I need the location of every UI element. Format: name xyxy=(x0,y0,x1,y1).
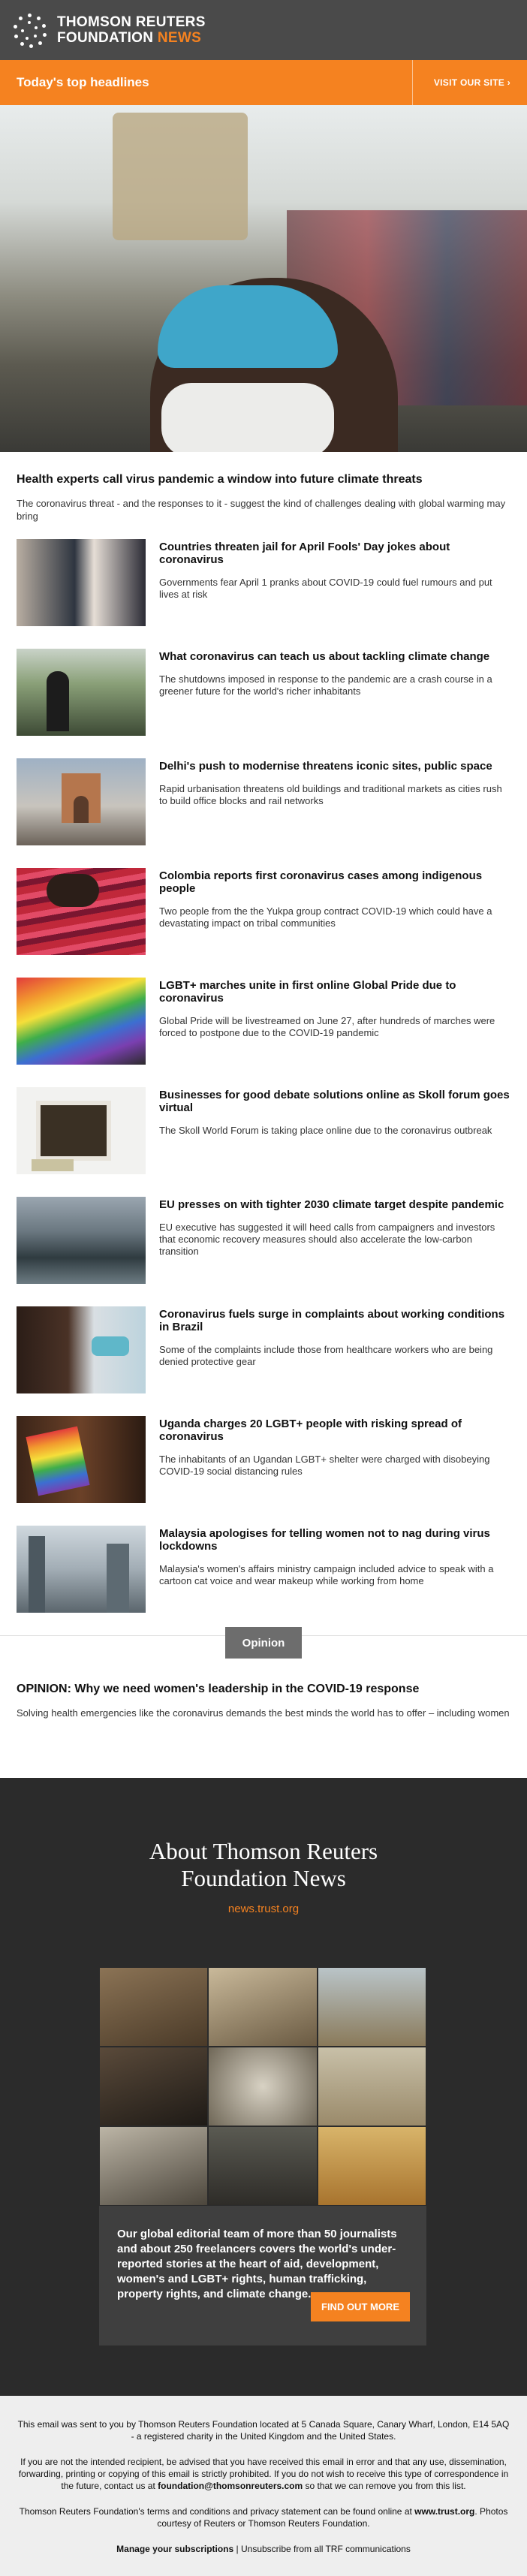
find-out-more-button[interactable]: FIND OUT MORE xyxy=(311,2292,410,2321)
lead-story-title[interactable]: Health experts call virus pandemic a window into future climate threats xyxy=(17,473,423,486)
brand-news: NEWS xyxy=(157,30,202,46)
photo-collage xyxy=(99,1967,426,2206)
article-summary: Some of the complaints include those from healthcare workers who are being denied protective gear xyxy=(159,1344,493,1367)
article-title[interactable]: What coronavirus can teach us about tackling climate change xyxy=(159,650,490,663)
hero-image[interactable] xyxy=(0,105,527,452)
article-title[interactable]: Uganda charges 20 LGBT+ people with risking spread of coronavirus xyxy=(159,1418,462,1443)
article-summary: The inhabitants of an Ugandan LGBT+ shelter were charged with disobeying COVID-19 social distancing rules xyxy=(159,1454,490,1477)
subscription-links: Manage your subscriptions | Unsubscribe from all TRF communications xyxy=(116,2544,411,2554)
footer xyxy=(0,2396,527,2576)
brand-line1: THOMSON REUTERS xyxy=(57,14,206,30)
article-item xyxy=(0,1526,527,1613)
article-thumbnail[interactable] xyxy=(17,649,146,736)
opinion-summary: Solving health emergencies like the coronavirus demands the best minds the world has to offer – including women xyxy=(17,1707,510,1719)
opinion-section xyxy=(0,1635,527,1758)
article-item xyxy=(0,539,527,626)
about-heading: About Thomson Reuters Foundation News xyxy=(149,1838,378,1891)
article-summary: Rapid urbanisation threatens old buildings and traditional markets as cities rush to build office blocks and rail networks xyxy=(159,783,502,806)
visit-site-link[interactable]: VISIT OUR SITE › xyxy=(412,60,510,105)
article-item xyxy=(0,978,527,1065)
article-thumbnail[interactable] xyxy=(17,758,146,845)
article-item xyxy=(0,758,527,845)
article-title[interactable]: LGBT+ marches unite in first online Global Pride due to coronavirus xyxy=(159,979,456,1005)
article-title[interactable]: Businesses for good debate solutions online as Skoll forum goes virtual xyxy=(159,1089,510,1114)
article-thumbnail[interactable] xyxy=(17,1087,146,1174)
article-title[interactable]: Coronavirus fuels surge in complaints about working conditions in Brazil xyxy=(159,1308,505,1333)
article-title[interactable]: Malaysia apologises for telling women not to nag during virus lockdowns xyxy=(159,1527,490,1553)
article-summary: The Skoll World Forum is taking place online due to the coronavirus outbreak xyxy=(159,1125,492,1136)
article-summary: Malaysia's women's affairs ministry campaign included advice to speak with a cartoon cat voice and wear makeup while working from home xyxy=(159,1563,494,1586)
article-summary: Global Pride will be livestreamed on June 27, after hundreds of marches were forced to postpone due to the COVID-19 pandemic xyxy=(159,1015,495,1038)
article-summary: The shutdowns imposed in response to the pandemic are a crash course in a greener future for the world's richer inhabitants xyxy=(159,673,492,697)
article-thumbnail[interactable] xyxy=(17,539,146,626)
article-title[interactable]: Countries threaten jail for April Fools' Day jokes about coronavirus xyxy=(159,541,450,566)
article-summary: Two people from the the Yukpa group contract COVID-19 which could have a devastating impact on tribal communities xyxy=(159,905,492,929)
terms-notice: Thomson Reuters Foundation's terms and conditions and privacy statement can be found online at www.trust.org. Photos courtesy of Reuters or Thomson Reuters Foundation. xyxy=(19,2506,508,2529)
article-title[interactable]: EU presses on with tighter 2030 climate target despite pandemic xyxy=(159,1198,504,1211)
unsubscribe-link[interactable]: Unsubscribe from all TRF communications xyxy=(240,2544,411,2554)
headlines-bar xyxy=(0,60,527,105)
trust-org-link[interactable]: www.trust.org xyxy=(414,2506,475,2517)
sent-notice: This email was sent to you by Thomson Reuters Foundation located at 5 Canada Square, Canary Wharf, London, E14 5AQ - a registered charity in the United Kingdom and the United States. xyxy=(17,2419,510,2442)
article-summary: EU executive has suggested it will heed calls from campaigners and investors that economic recovery measures should also accelerate the low-carbon transition xyxy=(159,1222,495,1257)
lead-story-summary: The coronavirus threat - and the responses to it - suggest the kind of challenges dealing with global warming may bring xyxy=(17,498,506,522)
section-title: Today's top headlines xyxy=(17,75,149,89)
article-item xyxy=(0,1306,527,1393)
article-thumbnail[interactable] xyxy=(17,1197,146,1284)
trf-logo-icon[interactable] xyxy=(12,12,48,48)
article-summary: Governments fear April 1 pranks about COVID-19 could fuel rumours and put lives at risk xyxy=(159,577,492,600)
brand-header xyxy=(0,0,527,60)
lead-story xyxy=(0,452,527,539)
manage-subscriptions-link[interactable]: Manage your subscriptions xyxy=(116,2544,234,2554)
article-thumbnail[interactable] xyxy=(17,978,146,1065)
article-thumbnail[interactable] xyxy=(17,1416,146,1503)
article-thumbnail[interactable] xyxy=(17,868,146,955)
article-title[interactable]: Delhi's push to modernise threatens iconic sites, public space xyxy=(159,760,492,773)
article-item xyxy=(0,649,527,736)
brand-line2: FOUNDATION xyxy=(57,30,154,46)
about-box xyxy=(99,2206,426,2346)
about-site-link[interactable]: news.trust.org xyxy=(227,1903,300,1915)
article-title[interactable]: Colombia reports first coronavirus cases among indigenous people xyxy=(159,869,483,895)
about-blurb: Our global editorial team of more than 50 journalists and about 250 freelancers covers the world's under-reported stories at the heart of aid, development, women's and LGBT+ rights, human trafficking, property rights, and climate change. xyxy=(117,2228,397,2300)
contact-email-link[interactable]: foundation@thomsonreuters.com xyxy=(158,2481,303,2491)
brand-name[interactable] xyxy=(57,14,206,46)
opinion-title[interactable]: OPINION: Why we need women's leadership in the COVID-19 response xyxy=(17,1683,420,1695)
about-section xyxy=(0,1778,527,2396)
article-item xyxy=(0,1087,527,1174)
recipient-notice: If you are not the intended recipient, be advised that you have received this email in error and that any use, dissemination, forwarding, printing or copying of this email is strictly prohibited. If you do not wish to receive this type of correspondence in the future, contact us at foundation@thomsonreuters.com so that we can remove you from this list. xyxy=(18,2457,509,2491)
opinion-tab: Opinion xyxy=(225,1627,302,1659)
article-item xyxy=(0,868,527,955)
article-thumbnail[interactable] xyxy=(17,1306,146,1393)
article-item xyxy=(0,1197,527,1284)
article-item xyxy=(0,1416,527,1503)
article-thumbnail[interactable] xyxy=(17,1526,146,1613)
